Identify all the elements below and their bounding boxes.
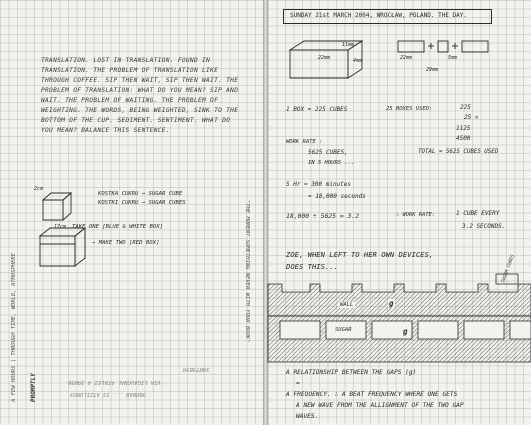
small-dim-2: 5mm: [448, 55, 458, 61]
box-dim-label: 17cm: [54, 224, 67, 230]
time-line-2: = 18,000 seconds: [308, 193, 366, 200]
vertical-bottom-note: PROMPTLY: [30, 373, 37, 402]
box-dim-2: 11mm: [342, 42, 355, 48]
rate-answer-1: 1 CUBE EVERY: [456, 210, 500, 217]
mirrored-text-1: ЗЯИТЭВЭЯ: [183, 366, 210, 372]
calc-line-1: 225: [460, 104, 471, 111]
work-rate-title: WORK RATE :: [286, 139, 323, 145]
cube-line-1: KOSTKA CUKRU → SUGAR CUBE: [98, 191, 183, 197]
calc-line-4: 4500: [456, 135, 471, 142]
small-dim-1: 22mm: [400, 55, 413, 61]
rate-answer-2: 3.2 SECONDS.: [462, 223, 506, 230]
zoe-line-2: DOES THIS...: [286, 262, 338, 271]
sugar-block-6: [510, 321, 531, 339]
gap-label-1: g: [389, 299, 394, 308]
box-dim-3: 4mm: [353, 58, 363, 64]
wall-label: WALL: [340, 302, 354, 308]
mirrored-text-3: ЭВИВАЯ ... 33 ATZILUMUЭ: [70, 391, 147, 397]
translation-paragraph: TRANSLATION. LOST IN TRANSLATION. FOUND IN TRANSLATION. THE PROBLEM OF TRANSLATION LIKE THROUGH COFFEE. SIP THEN WAIT, SIP THEN WAIT. THE PROBLEM OF TRANSLATION: WHAT DO YOU MEAN? SIP AND WAIT. THE PROBLEM OF WAITING. THE PROBLEM OF WEIGHTING. THE WORDS, BEING WEIGHTED, SINK TO THE BOTTOM OF THE CUP. SEDIMENT. SENTIMENT. WHAT DO YOU MEAN? BALANCE THIS SENTENCE.: [41, 57, 239, 134]
left-page: [0, 0, 263, 425]
work-rate-2: IN 5 HOURS ...: [308, 160, 355, 166]
sugar-label: SUGAR: [335, 327, 352, 333]
ratio-line: 18,000 ÷ 5625 = 3.2: [286, 212, 360, 220]
boxes-used: 25 BOXES USED:: [386, 106, 433, 112]
sugar-cube-drawing: [41, 190, 81, 226]
relationship-line: A RELATIONSHIP BETWEEN THE GAPS (g): [286, 369, 417, 376]
sugar-block-4: [418, 321, 458, 339]
time-line-1: 5 Hr = 300 minutes: [286, 181, 352, 188]
gap-label-2: g: [403, 327, 408, 336]
box-dim-1: 22mm: [318, 55, 331, 61]
cube-dim-label: 2cm: [34, 186, 44, 192]
frequency-line-2: A NEW WAVE FROM THE ALLIGNMENT OF THE TWO GAP: [296, 402, 464, 409]
zoe-line-1: ZOE, WHEN LEFT TO HER OWN DEVICES,: [286, 250, 434, 259]
wall-top-course: [268, 284, 531, 316]
header-text: SUNDAY 21st MARCH 2004, WROCŁAW, POLAND. THE DAY.: [290, 12, 468, 19]
total-dim: 29mm: [426, 67, 439, 73]
calc-line-3: 1125: [456, 125, 471, 132]
right-page: [268, 0, 531, 425]
frequency-line-1: A FREQUENCY. ∴ A BEAT FREQUENCY WHERE ONE GETS: [286, 391, 458, 398]
mirrored-text-2: VIA LIGAUGNAL ATALEZ 4 ЗЯИЭВ: [68, 379, 161, 385]
sugar-block-1: [280, 321, 320, 339]
work-rate-1: 5625 CUBES,: [308, 149, 348, 156]
make-two-note: → MAKE TWO [RED BOX]: [92, 240, 160, 246]
box-equation: 1 BOX = 225 CUBES: [286, 106, 348, 113]
calc-line-2: 25 ×: [464, 114, 479, 121]
vertical-left-note: A FEW HOURS | THROUGH TIME, WORLD, ATMOSPHERE: [11, 252, 17, 402]
frequency-line-3: WAVES.: [296, 413, 319, 420]
take-one-note: TAKE ONE [BLUE & WHITE BOX]: [72, 224, 163, 230]
vertical-right-note: "THE MOMENT SOMETHING NEVER WITH YOUR BOOK": [244, 200, 250, 343]
total-cubes: TOTAL = 5625 CUBES USED: [418, 149, 499, 155]
sugar-block-5: [464, 321, 504, 339]
wall-diagram: [268, 278, 531, 362]
cube-line-2: KOSTKI CUKRU → SUGAR CUBES: [98, 200, 186, 206]
sugar-cubes-side-note: SUGAR CUBES: [501, 253, 516, 284]
therefore-line: ∴ WORK RATE:: [396, 212, 435, 218]
equals-sign: =: [296, 380, 300, 387]
